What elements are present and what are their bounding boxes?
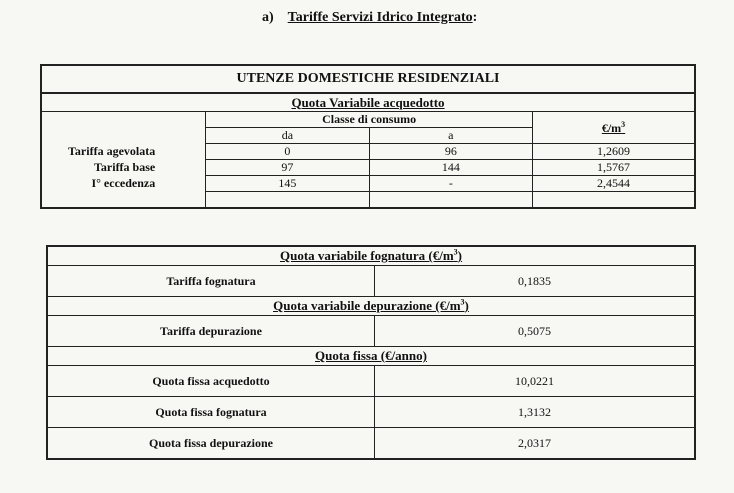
row-label: Quota fissa fognatura: [47, 397, 375, 428]
row-a: -: [369, 176, 532, 192]
heading-colon: :: [472, 10, 478, 25]
table-row: [47, 316, 695, 347]
table1-subtitle-text: Quota Variabile acquedotto: [291, 94, 445, 110]
row-da: 145: [206, 176, 369, 192]
col-a-header: a: [369, 128, 532, 144]
row-da: 97: [206, 160, 369, 176]
table-row: [47, 266, 695, 297]
row-label: Tariffa fognatura: [47, 266, 375, 297]
row-value: 2,4544: [533, 176, 695, 192]
row-label: Tariffa base: [41, 160, 206, 176]
row-label: Quota fissa depurazione: [47, 428, 375, 460]
section-fognatura-header: [47, 246, 695, 266]
section-quota-fissa-title: Quota fissa (€/anno): [315, 348, 427, 363]
unit-header-exp: 3: [621, 119, 626, 129]
row-value: 10,0221: [375, 366, 696, 397]
row-label: I° eccedenza: [41, 176, 206, 192]
section-depurazione-title: Quota variabile depurazione (€/m: [273, 298, 461, 314]
section-depurazione-exp: 3: [460, 297, 465, 307]
table1-title: UTENZE DOMESTICHE RESIDENZIALI: [41, 65, 695, 93]
table1-subtitle: [41, 93, 695, 112]
table-utenze-domestiche: [40, 64, 696, 209]
row-value: 1,2609: [533, 144, 695, 160]
table-quote: [46, 245, 696, 460]
table1-empty-header-2: [41, 128, 206, 144]
table-row-empty: [41, 192, 695, 209]
row-da: 0: [206, 144, 369, 160]
section-fognatura-close: ): [457, 248, 463, 264]
table-row: [47, 428, 695, 460]
table-row: [41, 176, 695, 192]
row-value: 1,3132: [375, 397, 696, 428]
col-da-header: da: [206, 128, 369, 144]
empty-cell: [533, 192, 695, 209]
empty-cell: [206, 192, 369, 209]
row-a: 144: [369, 160, 532, 176]
heading-title: Tariffe Servizi Idrico Integrato: [287, 10, 473, 25]
empty-cell: [369, 192, 532, 209]
empty-cell: [41, 192, 206, 209]
row-label: Tariffa depurazione: [47, 316, 375, 347]
unit-header: [533, 112, 695, 144]
section-depurazione-close: ): [464, 298, 469, 314]
table-row: [41, 160, 695, 176]
row-value: 0,1835: [375, 266, 696, 297]
section-fognatura-title: Quota variabile fognatura (€/m: [279, 248, 454, 264]
table-row: [47, 397, 695, 428]
table-row: [47, 366, 695, 397]
section-depurazione-header: [47, 297, 695, 316]
classe-consumo-header: Classe di consumo: [206, 112, 533, 128]
section-fognatura-exp: 3: [453, 247, 458, 257]
heading-marker: a): [262, 10, 274, 25]
table1-empty-header: [41, 112, 206, 128]
table-row: [41, 144, 695, 160]
unit-header-text: €/m: [601, 120, 622, 135]
row-value: 0,5075: [375, 316, 696, 347]
row-a: 96: [369, 144, 532, 160]
row-value: 1,5767: [533, 160, 695, 176]
section-quota-fissa-header: [47, 347, 695, 366]
row-value: 2,0317: [375, 428, 696, 460]
row-label: Tariffa agevolata: [41, 144, 206, 160]
row-label: Quota fissa acquedotto: [47, 366, 375, 397]
page-heading: [262, 10, 477, 26]
